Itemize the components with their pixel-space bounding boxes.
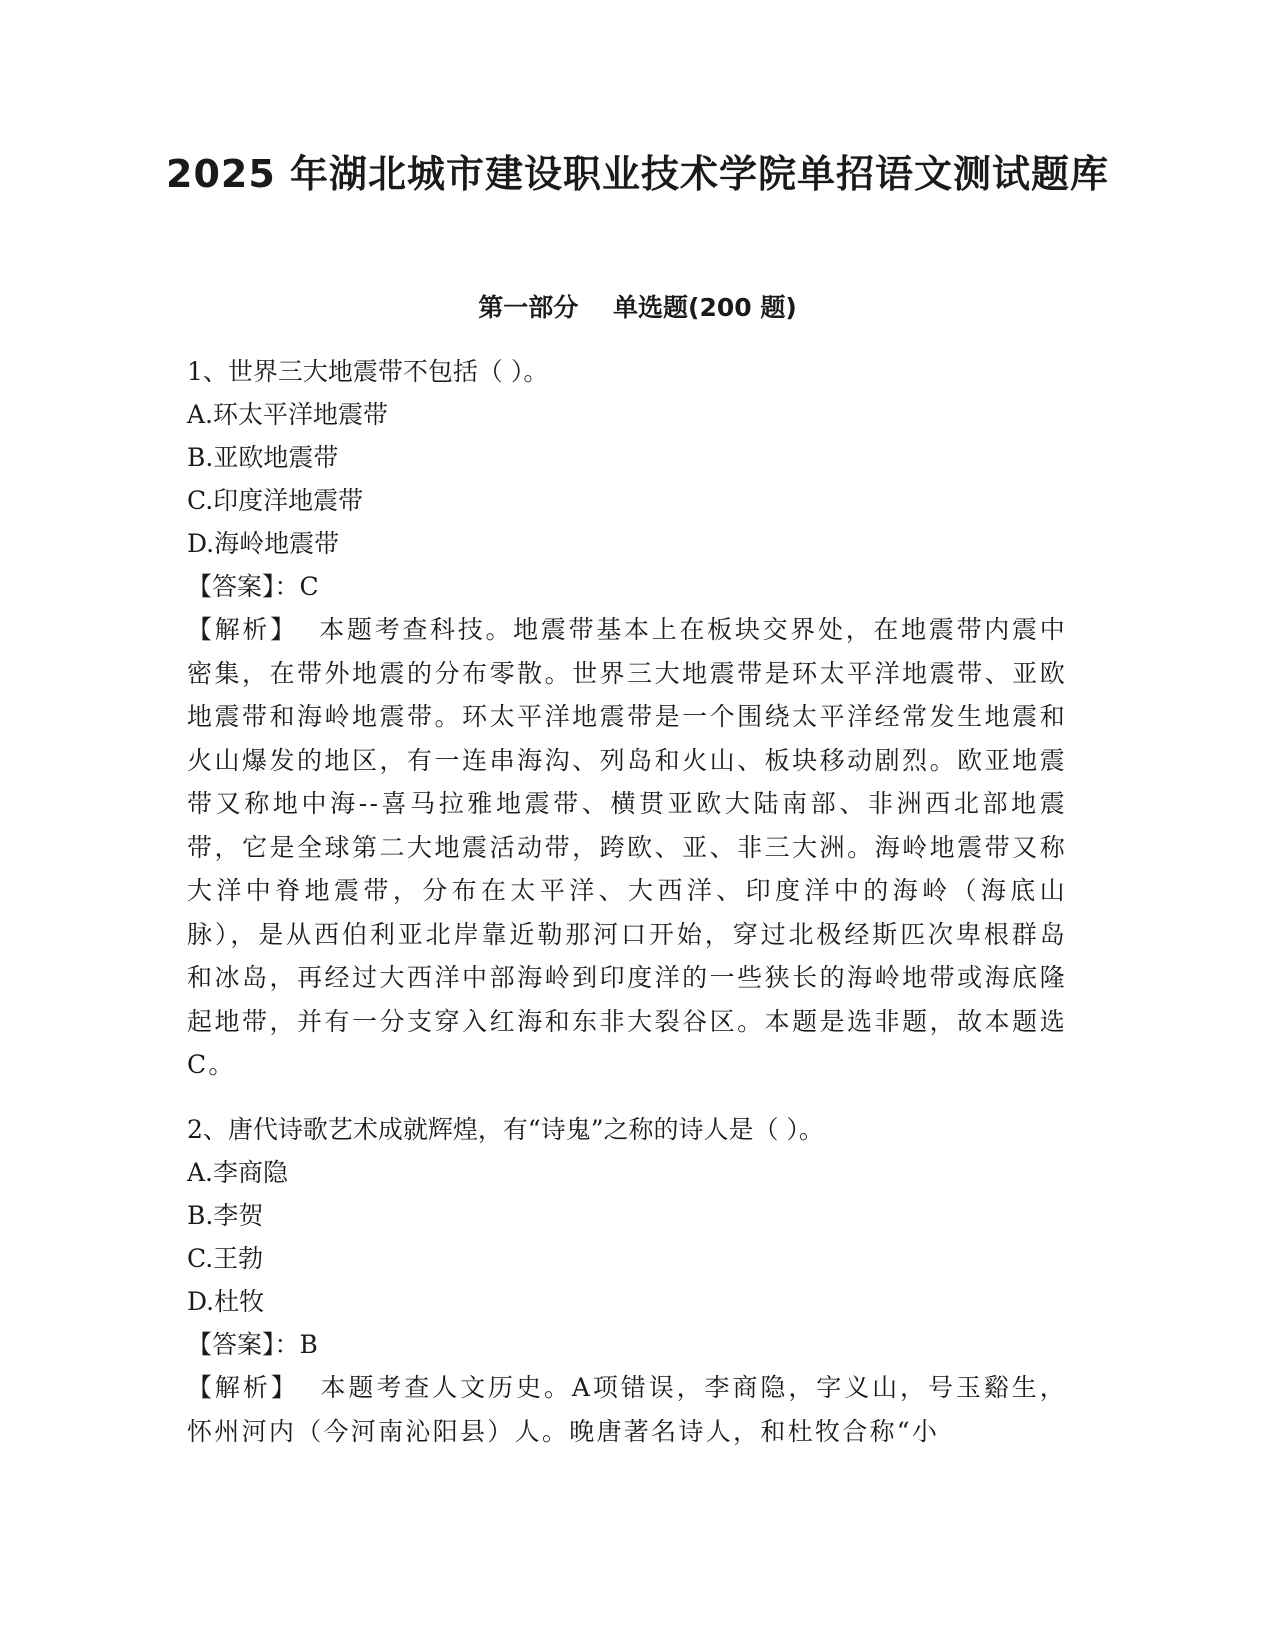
option-d: D.杜牧 bbox=[187, 1287, 265, 1316]
answer-line bbox=[187, 565, 1067, 608]
explanation-text: 本题考查科技。地震带基本上在板块交界处，在地震带内震中密集，在带外地震的分布零散。世界三大地震带是环太平洋地震带、亚欧地震带和海岭地震带。环太平洋地震带是一个围绕太平洋经常发生地震和火山爆发的地区，有一连串海沟、列岛和火山、板块移动剧烈。欧亚地震带又称地中海--喜马拉雅地震带、横贯亚欧大陆南部、非洲西北部地震带，它是全球第二大地震活动带，跨欧、亚、非三大洲。海岭地震带又称大洋中脊地震带，分布在太平洋、大西洋、印度洋中的海岭（海底山脉），是从西伯利亚北岸靠近勒那河口开始，穿过北极经斯匹次卑根群岛和冰岛，再经过大西洋中部海岭到印度洋的一些狭长的海岭地带或海底隆起地带，并有一分支穿入红海和东非大裂谷区。本题是选非题，故本题选C。 bbox=[187, 615, 1068, 1079]
answer-label: 【答案】： bbox=[187, 572, 300, 601]
question-stem: 2、唐代诗歌艺术成就辉煌，有“诗鬼”之称的诗人是（ ）。 bbox=[187, 1115, 824, 1144]
answer-value: C bbox=[299, 572, 319, 601]
explanation-text: 本题考查人文历史。A项错误，李商隐，字义山，号玉谿生，怀州河内（今河南沁阳县）人。晚唐著名诗人，和杜牧合称“小 bbox=[187, 1373, 1068, 1446]
section-title: 第一部分 单选题(200 题) bbox=[478, 293, 797, 322]
explanation-label: 【解析】 bbox=[187, 615, 298, 644]
option-d: D.海岭地震带 bbox=[187, 529, 340, 558]
option-c: C.王勃 bbox=[187, 1244, 264, 1273]
option-c: C.印度洋地震带 bbox=[187, 486, 364, 515]
explanation bbox=[187, 608, 1067, 1087]
option-b: B.亚欧地震带 bbox=[187, 443, 339, 472]
option-a: A.环太平洋地震带 bbox=[187, 400, 389, 429]
explanation bbox=[187, 1366, 1067, 1453]
option-a: A.李商隐 bbox=[187, 1158, 289, 1187]
answer-label: 【答案】： bbox=[187, 1330, 300, 1359]
option-b: B.李贺 bbox=[187, 1201, 264, 1230]
question-2 bbox=[187, 1108, 1067, 1453]
answer-line bbox=[187, 1323, 1067, 1366]
document-title: 2025 年湖北城市建设职业技术学院单招语文测试题库 bbox=[166, 152, 1109, 196]
question-stem: 1、世界三大地震带不包括（ ）。 bbox=[187, 357, 549, 386]
question-1 bbox=[187, 350, 1067, 1087]
answer-value: B bbox=[299, 1330, 318, 1359]
explanation-label: 【解析】 bbox=[187, 1373, 299, 1402]
